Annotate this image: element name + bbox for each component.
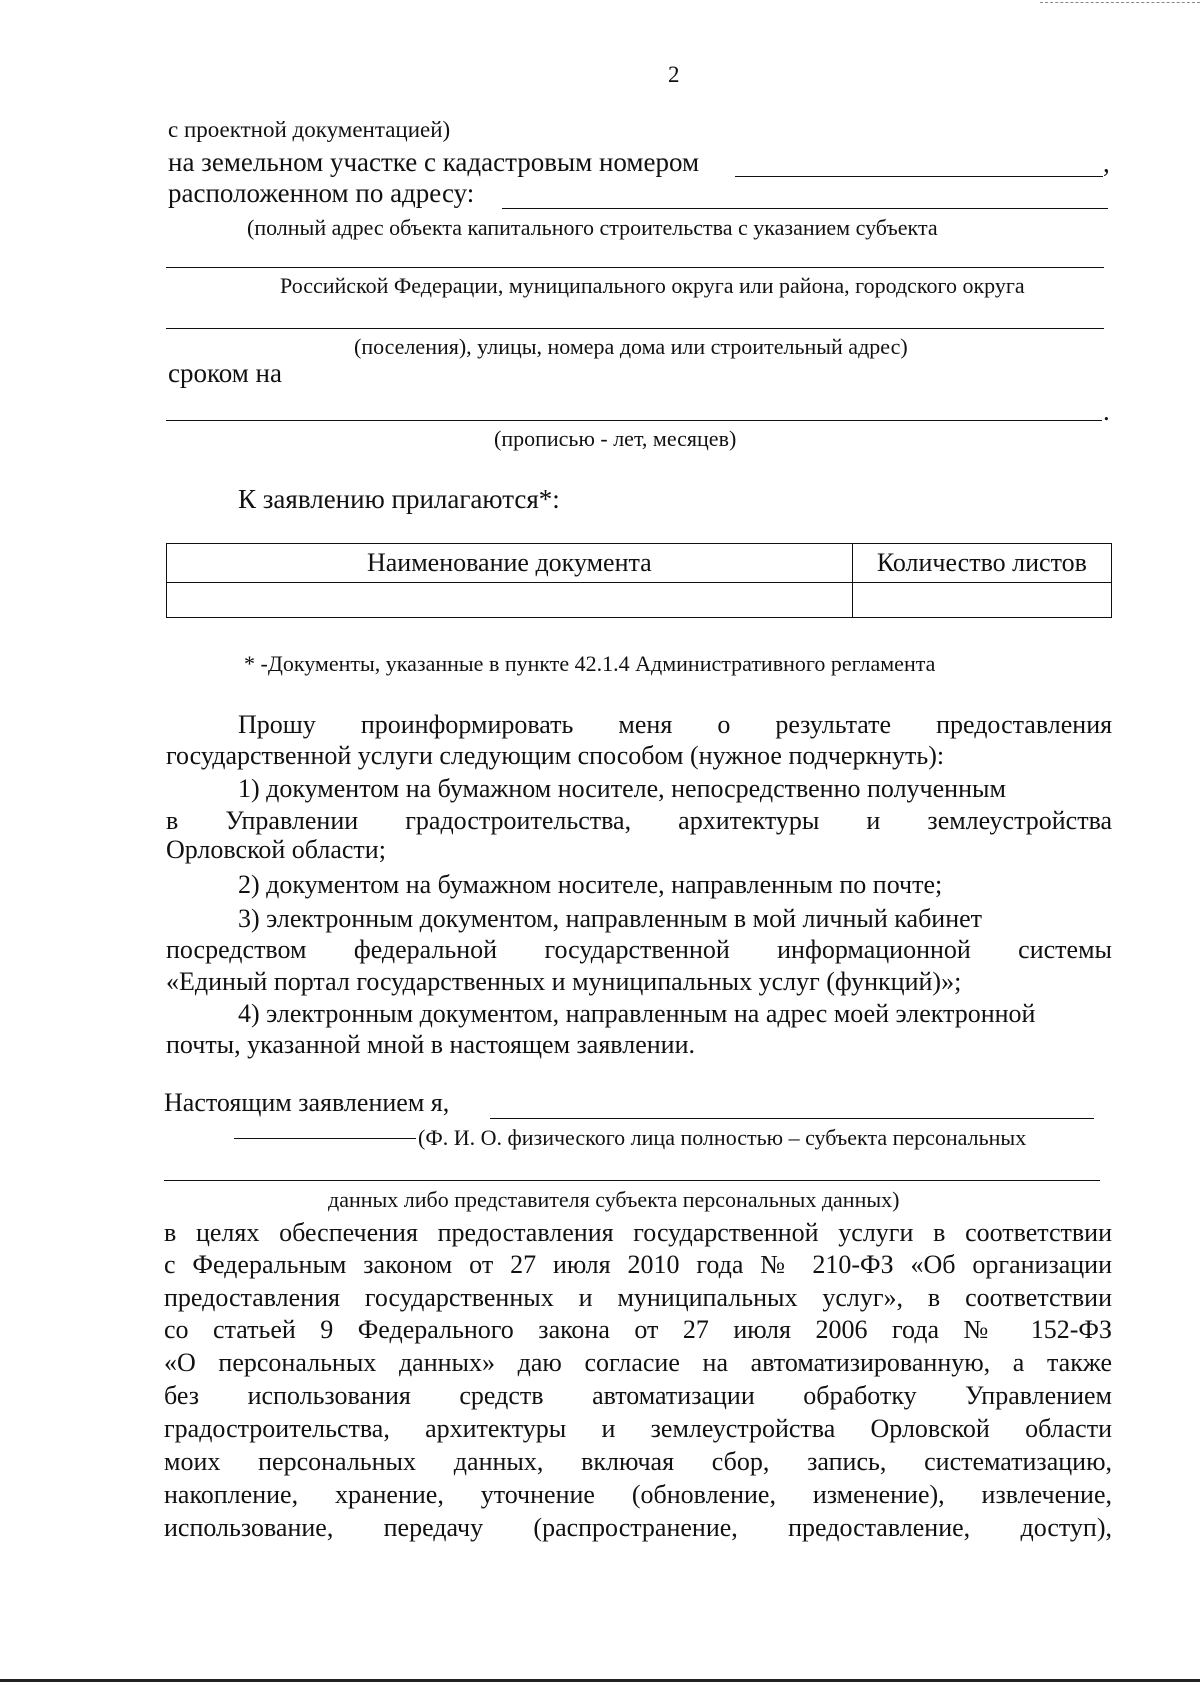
fio-note-2: данных либо представителя субъекта персональных данных) <box>328 1187 900 1212</box>
address-label: расположенном по адресу: <box>168 178 475 208</box>
page-number: 2 <box>668 62 680 87</box>
consent-line-6: без использования средств автоматизации обработку Управлением <box>164 1381 1112 1410</box>
consent-line-8: моих персональных данных, включая сбор, запись, систематизацию, <box>164 1447 1112 1476</box>
column-header-count: Количество листов <box>852 544 1111 583</box>
address-field-1[interactable] <box>502 208 1108 209</box>
address-note-3: (поселения), улицы, номера дома или строительный адрес) <box>354 334 908 359</box>
address-field-2[interactable] <box>166 267 1104 268</box>
attachments-table <box>166 543 1112 618</box>
term-label: сроком на <box>168 358 282 388</box>
request-line-2: государственной услуги следующим способом (нужное подчеркнуть): <box>166 741 945 770</box>
option-3-cont: посредством федеральной государственной информационной системы <box>166 935 1112 964</box>
document-name-cell[interactable] <box>167 583 853 618</box>
consent-line-5: «О персональных данных» даю согласие на автоматизированную, а также <box>164 1348 1112 1377</box>
option-3-end: «Единый портал государственных и муниципальных услуг (функций)»; <box>166 967 962 996</box>
attachments-footnote: * -Документы, указанные в пункте 42.1.4 Административного регламента <box>244 651 936 676</box>
consent-line-1: в целях обеспечения предоставления государственной услуги в соответствии <box>164 1218 1112 1247</box>
option-1-end: Орловской области; <box>166 835 386 864</box>
option-4[interactable]: 4) электронным документом, направленным на адрес моей электронной <box>238 999 1036 1028</box>
comma: , <box>1103 148 1110 178</box>
scan-top-edge <box>1040 2 1200 3</box>
address-note-1: (полный адрес объекта капитального строительства с указанием субъекта <box>247 215 938 240</box>
attachments-intro: К заявлению прилагаются*: <box>238 484 560 514</box>
fio-dash <box>234 1138 416 1139</box>
consent-line-3: предоставления государственных и муниципальных услуг», в соответствии <box>164 1283 1112 1312</box>
scan-bottom-edge <box>0 1679 1200 1682</box>
consent-line-4: со статьей 9 Федерального закона от 27 июля 2006 года № 152-ФЗ <box>164 1315 1112 1344</box>
fio-field[interactable] <box>490 1118 1094 1119</box>
consent-line-10: использование, передачу (распространение, предоставление, доступ), <box>164 1513 1112 1542</box>
option-3[interactable]: 3) электронным документом, направленным в мой личный кабинет <box>238 904 983 933</box>
consent-line-2: с Федеральным законом от 27 июля 2010 года № 210-ФЗ «Об организации <box>164 1250 1112 1279</box>
header-line-1: с проектной документацией) <box>168 117 451 142</box>
request-line-1: Прошу проинформировать меня о результате предоставления <box>238 710 1113 739</box>
address-note-2: Российской Федерации, муниципального округа или района, городского округа <box>280 273 1025 298</box>
fio-field-2[interactable] <box>164 1180 1100 1181</box>
cadastral-label: на земельном участке с кадастровым номером <box>168 147 700 177</box>
address-field-3[interactable] <box>166 328 1104 329</box>
period: . <box>1103 396 1110 426</box>
option-1[interactable]: 1) документом на бумажном носителе, непосредственно полученным <box>238 774 1006 803</box>
fio-note-1: (Ф. И. О. физического лица полностью – субъекта персональных <box>418 1125 1027 1150</box>
consent-line-7: градостроительства, архитектуры и землеустройства Орловской области <box>164 1414 1112 1443</box>
option-1-cont: в Управлении градостроительства, архитектуры и землеустройства <box>166 806 1113 835</box>
cadastral-number-field[interactable] <box>735 176 1103 177</box>
term-note: (прописью - лет, месяцев) <box>494 426 737 451</box>
term-field[interactable] <box>166 420 1102 421</box>
consent-line-9: накопление, хранение, уточнение (обновление, изменение), извлечение, <box>164 1480 1112 1509</box>
sheet-count-cell[interactable] <box>852 583 1111 618</box>
column-header-name: Наименование документа <box>167 544 853 583</box>
option-2[interactable]: 2) документом на бумажном носителе, направленным по почте; <box>238 870 943 899</box>
consent-intro: Настоящим заявлением я, <box>164 1088 450 1117</box>
option-4-cont: почты, указанной мной в настоящем заявлении. <box>166 1030 695 1059</box>
